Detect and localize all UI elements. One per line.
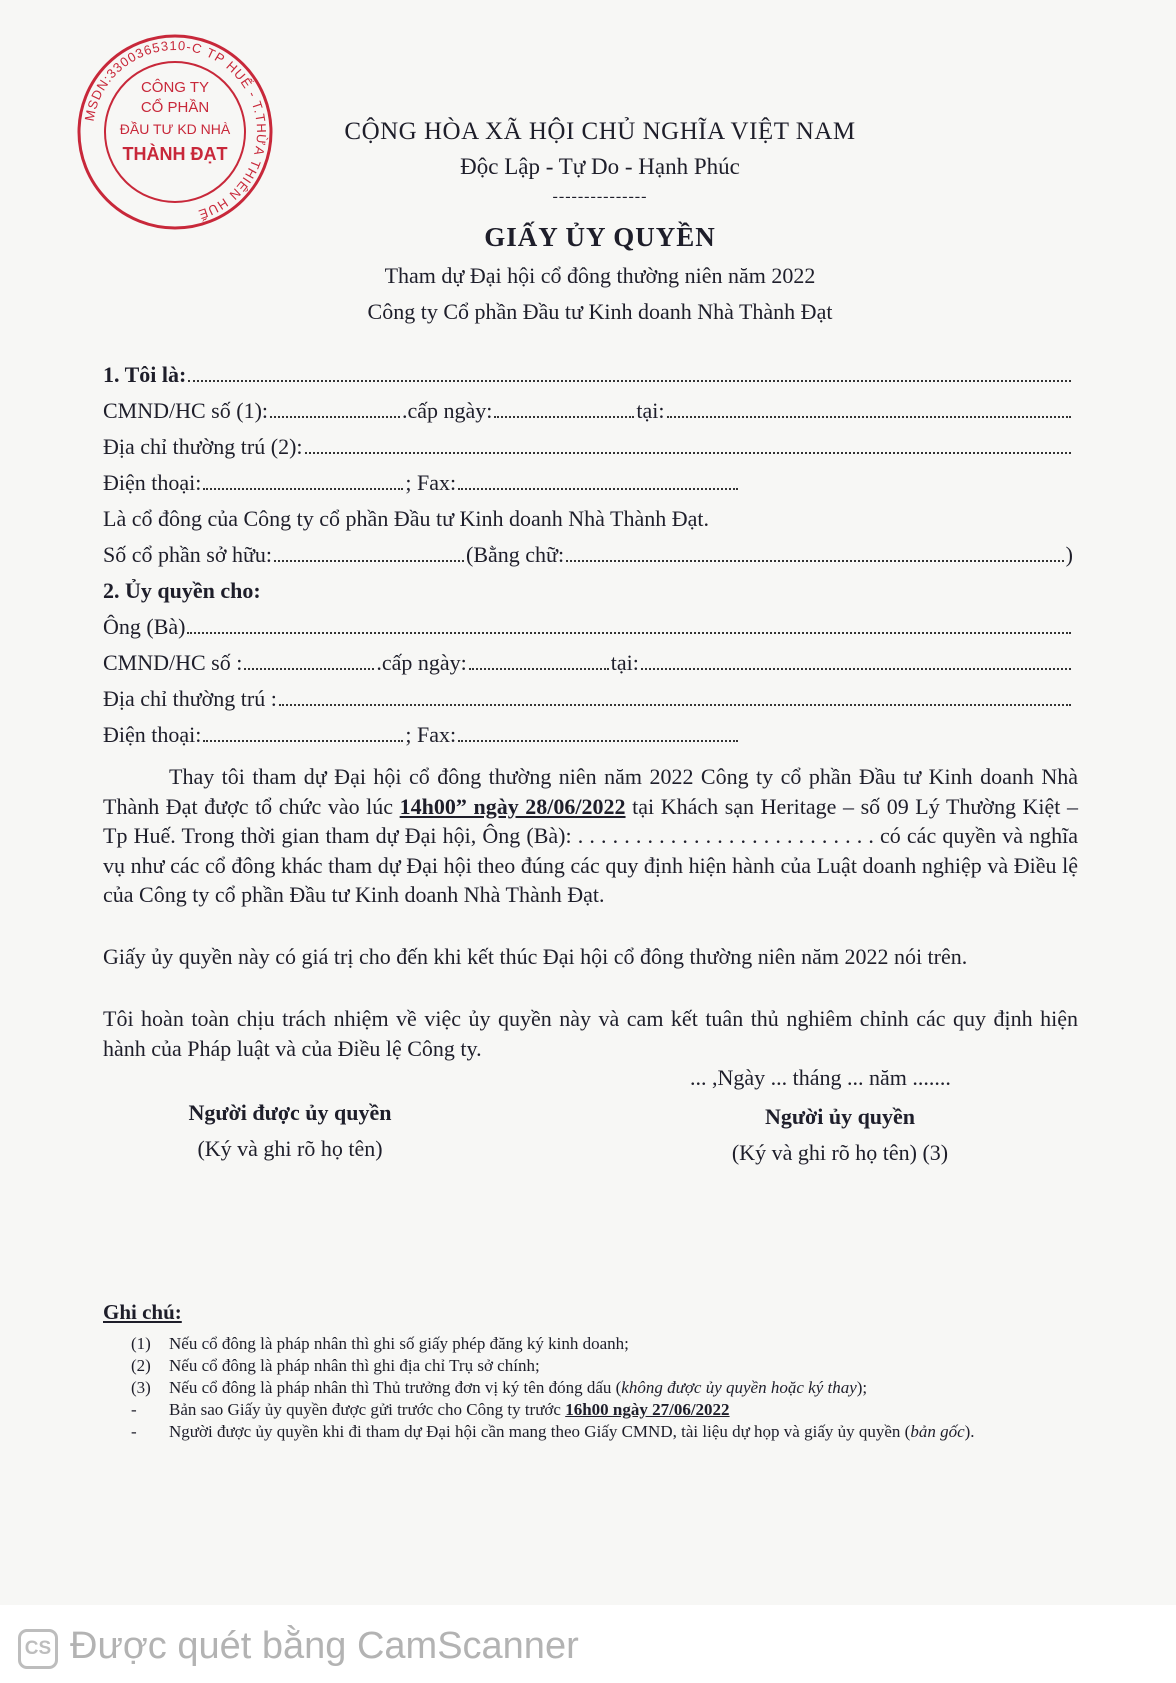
note-text-italic: bản gốc xyxy=(910,1422,965,1441)
name-label: Ông (Bà) xyxy=(103,614,186,639)
phone-label: Điện thoại: xyxy=(103,722,202,747)
at-label: tại: xyxy=(610,650,639,675)
document-subtitle-2: Công ty Cổ phần Đầu tư Kinh doanh Nhà Thành Đạt xyxy=(367,299,833,324)
note-item xyxy=(103,1355,1078,1377)
issued-label: .cấp ngày: xyxy=(376,650,467,675)
company-seal xyxy=(75,32,275,232)
field-grantor-id[interactable] xyxy=(103,398,1073,424)
note-text xyxy=(169,1399,1078,1421)
section2-heading-line xyxy=(103,578,1073,604)
blank-line xyxy=(188,366,1071,382)
field-shares-owned[interactable] xyxy=(103,542,1073,568)
note-marker: - xyxy=(131,1422,137,1441)
shares-label: Số cổ phần sở hữu: xyxy=(103,542,272,567)
note-text-part: ). xyxy=(964,1422,975,1441)
authorization-paragraph xyxy=(103,762,1078,910)
note-text-part: ); xyxy=(856,1378,868,1397)
field-proxy-name[interactable] xyxy=(103,614,1073,640)
blank-line xyxy=(469,654,609,670)
field-proxy-phone[interactable] xyxy=(103,722,1073,748)
note-text xyxy=(169,1421,1078,1443)
note-text: Nếu cổ đông là pháp nhân thì ghi địa chỉ Trụ sở chính; xyxy=(169,1356,540,1375)
grantor-signature-block xyxy=(690,1104,990,1166)
note-marker: (1) xyxy=(131,1334,151,1353)
blank-line xyxy=(458,726,738,742)
note-item xyxy=(103,1377,1078,1399)
phone-label: Điện thoại: xyxy=(103,470,202,495)
camscanner-logo-icon: CS xyxy=(18,1629,58,1669)
seal-line-3: ĐẦU TƯ KD NHÀ xyxy=(119,121,231,137)
seal-line-2: CỔ PHẦN xyxy=(140,99,210,116)
blank-line xyxy=(667,402,1071,418)
note-text: Nếu cổ đông là pháp nhân thì ghi số giấy phép đăng ký kinh doanh; xyxy=(169,1334,629,1353)
field-grantor-name[interactable] xyxy=(103,362,1073,388)
note-text-part: Nếu cổ đông là pháp nhân thì Thủ trưởng đơn vị ký tên đóng dấu ( xyxy=(169,1378,622,1397)
field-proxy-address[interactable] xyxy=(103,686,1073,712)
blank-line xyxy=(270,402,400,418)
blank-line xyxy=(494,402,634,418)
note-item xyxy=(103,1421,1078,1443)
blank-line xyxy=(279,690,1071,706)
blank-line xyxy=(203,726,403,742)
paragraph-text: tại Khách sạn Heritage – số 09 Lý Thường Kiệt – Tp Huế. Trong thời gian tham dự Đại hội, Ông (Bà): . . . . . . . . . . . . . . . . . . . . . . . . . . có các quyền và nghĩa vụ như các cổ đông khác tham dự Đại hội theo đúng các quy định hiện hành của Luật doanh nghiệp và Điều lệ của Công ty cổ phần Đầu tư Kinh doanh Nhà Thành Đạt. xyxy=(103,793,1079,907)
note-text-part: Bản sao Giấy ủy quyền được gửi trước cho Công ty trước xyxy=(169,1400,566,1419)
blank-line xyxy=(641,654,1071,670)
note-marker: - xyxy=(131,1400,137,1419)
note-text-part: Người được ủy quyền khi đi tham dự Đại hội cần mang theo Giấy CMND, tài liệu dự họp và giấy ủy quyền ( xyxy=(169,1422,911,1441)
blank-line xyxy=(203,474,403,490)
shareholder-text: Là cổ đông của Công ty cổ phần Đầu tư Kinh doanh Nhà Thành Đạt. xyxy=(103,506,709,531)
notes-section xyxy=(103,1300,1078,1443)
seal-line-1: CÔNG TY xyxy=(140,79,210,96)
at-label: tại: xyxy=(636,398,665,423)
fax-label: ; Fax: xyxy=(405,722,457,747)
deadline-time: 16h00 ngày 27/06/2022 xyxy=(565,1400,730,1419)
nation-motto: Độc Lập - Tự Do - Hạnh Phúc xyxy=(460,154,740,179)
section1-heading: 1. Tôi là: xyxy=(103,362,187,387)
note-text xyxy=(169,1377,1078,1399)
responsibility-paragraph: Tôi hoàn toàn chịu trách nhiệm về việc ủy quyền này và cam kết tuân thủ nghiêm chỉnh các quy định hiện hành của Pháp luật và của Điều lệ Công ty. xyxy=(103,1006,1078,1061)
note-item xyxy=(103,1333,1078,1355)
address-label: Địa chỉ thường trú : xyxy=(103,686,277,711)
blank-line xyxy=(244,654,374,670)
nation-title: CỘNG HÒA XÃ HỘI CHỦ NGHĨA VIỆT NAM xyxy=(344,118,856,145)
meeting-time: 14h00” ngày 28/06/2022 xyxy=(399,793,626,819)
id-label: CMND/HC số : xyxy=(103,650,243,675)
note-marker: (3) xyxy=(131,1378,151,1397)
validity-paragraph: Giấy ủy quyền này có giá trị cho đến khi kết thúc Đại hội cổ đông thường niên năm 2022 nói trên. xyxy=(103,944,968,969)
grantor-sign-hint: (Ký và ghi rõ họ tên) (3) xyxy=(731,1140,949,1165)
blank-line xyxy=(305,438,1071,454)
blank-line xyxy=(187,618,1071,634)
blank-line xyxy=(274,546,464,562)
close-paren: ) xyxy=(1065,542,1073,567)
header-rule: --------------- xyxy=(552,188,648,205)
seal-ring-text: MSDN:3300365310-C TP HUẾ - T.THỪA THIÊN HUẾ xyxy=(81,37,270,223)
note-text-italic: không được ủy quyền hoặc ký thay xyxy=(621,1378,857,1397)
note-item xyxy=(103,1399,1078,1421)
date-line: ... ,Ngày ... tháng ... năm ....... xyxy=(690,1065,951,1090)
grantor-role: Người ủy quyền xyxy=(764,1104,916,1129)
document-subtitle-1: Tham dự Đại hội cổ đông thường niên năm 2022 xyxy=(384,263,816,288)
address-label: Địa chỉ thường trú (2): xyxy=(103,434,303,459)
section2-heading: 2. Ủy quyền cho: xyxy=(103,578,261,603)
note-marker: (2) xyxy=(131,1356,151,1375)
field-grantor-phone[interactable] xyxy=(103,470,1073,496)
fax-label: ; Fax: xyxy=(405,470,457,495)
field-grantor-address[interactable] xyxy=(103,434,1073,460)
field-proxy-id[interactable] xyxy=(103,650,1073,676)
id-label: CMND/HC số (1): xyxy=(103,398,269,423)
camscanner-watermark: Được quét bằng CamScanner xyxy=(70,1625,579,1667)
proxy-sign-hint: (Ký và ghi rõ họ tên) xyxy=(197,1136,383,1161)
paragraph-text: Thay tôi tham dự Đại hội cổ đông thường niên năm 2022 Công ty cổ phần Đầu tư Kinh doanh Nhà Thành Đạt được tổ chức vào lúc xyxy=(103,764,1078,819)
proxy-role: Người được ủy quyền xyxy=(188,1100,392,1125)
issued-label: .cấp ngày: xyxy=(402,398,493,423)
seal-line-4: THÀNH ĐẠT xyxy=(122,144,228,164)
shareholder-statement xyxy=(103,506,1073,532)
blank-line xyxy=(458,474,738,490)
document-title: GIẤY ỦY QUYỀN xyxy=(484,222,716,252)
proxy-signature-block xyxy=(150,1100,430,1162)
notes-heading: Ghi chú: xyxy=(103,1300,182,1324)
blank-line xyxy=(566,546,1064,562)
scanner-footer xyxy=(0,1605,1176,1683)
words-label: (Bằng chữ: xyxy=(466,542,565,567)
